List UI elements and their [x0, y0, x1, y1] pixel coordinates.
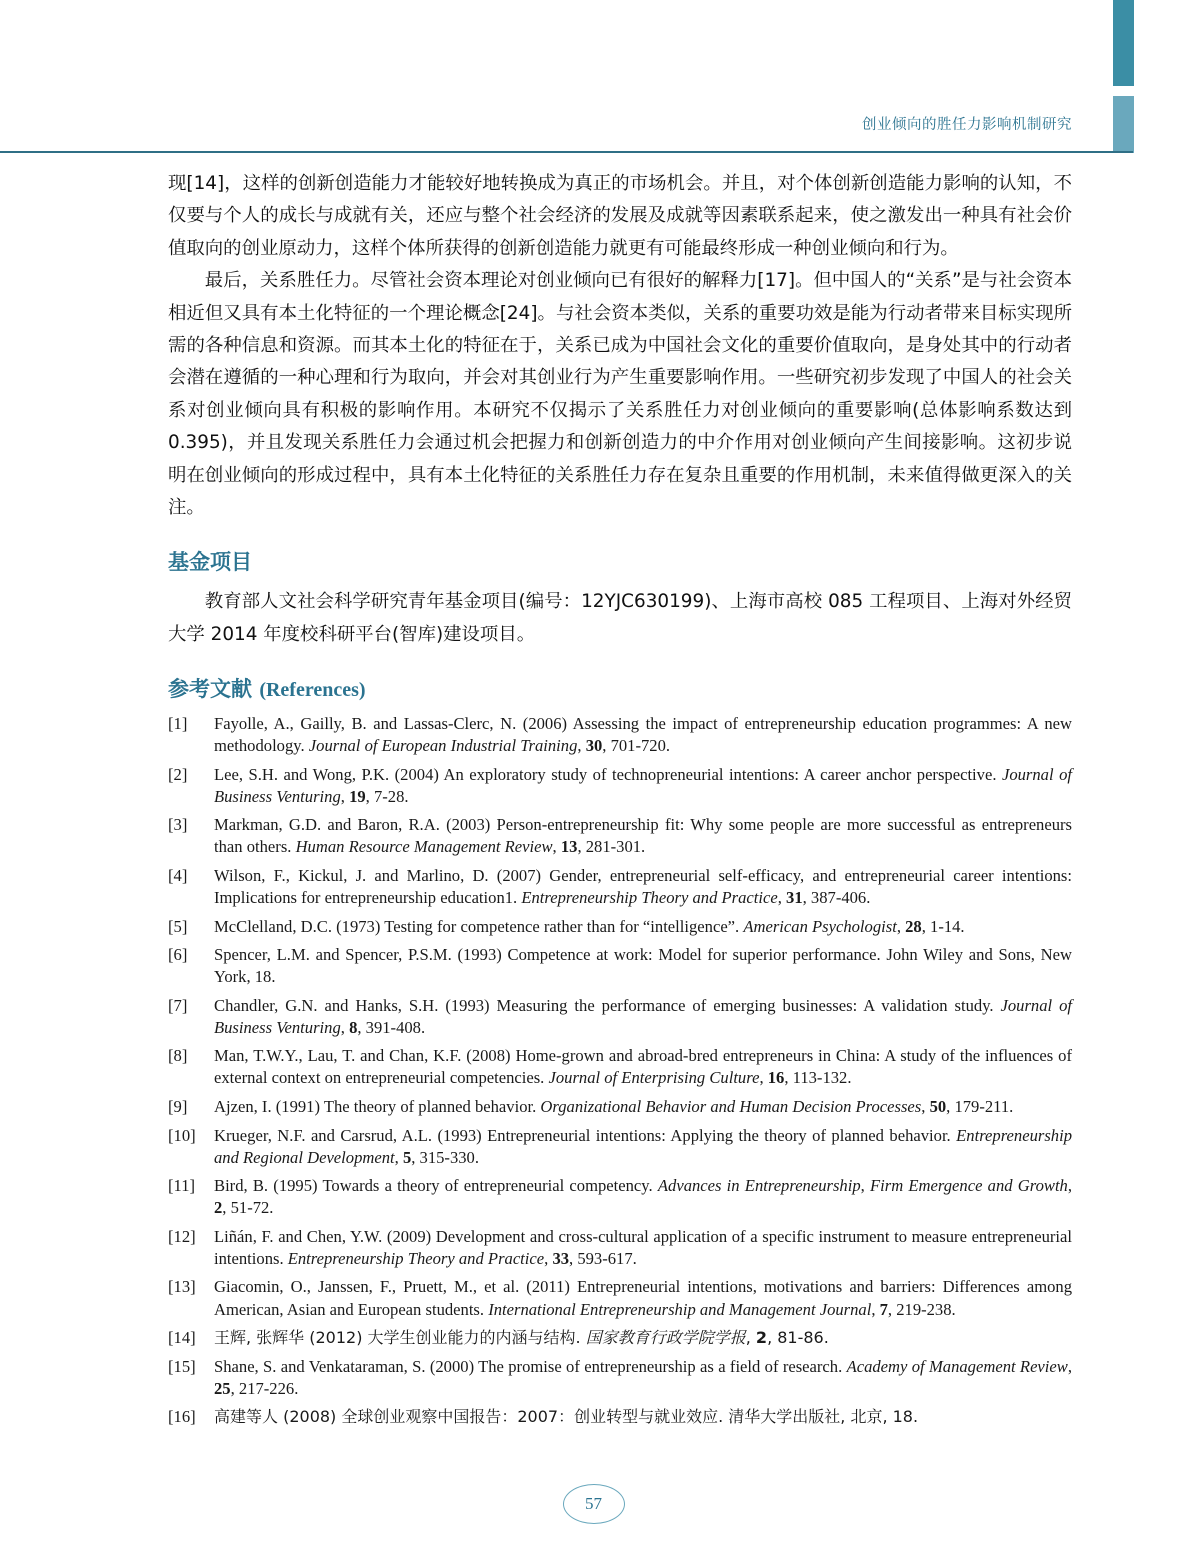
reference-text: McClelland, D.C. (1973) Testing for competence rather than for “intelligence”. American Psychologist, 28, 1-14.: [214, 916, 965, 936]
reference-text: Chandler, G.N. and Hanks, S.H. (1993) Measuring the performance of emerging businesses: A validation study. Journal of Business Venturing, 8, 391-408.: [214, 995, 1072, 1037]
reference-item: [168, 713, 1072, 757]
reference-item: [168, 1356, 1072, 1400]
reference-text: 高建等人 (2008) 全球创业观察中国报告：2007：创业转型与就业效应. 清华大学出版社, 北京, 18.: [214, 1407, 919, 1427]
reference-text: Man, T.W.Y., Lau, T. and Chan, K.F. (2008) Home-grown and abroad-bred entrepreneurs in China: A study of the influences of external context on entrepreneurial competencies. Journal of Enterprising Culture, 16, 113-132.: [214, 1046, 1072, 1088]
header-rule: [0, 151, 1133, 153]
page-number: 57: [563, 1484, 625, 1524]
reference-number: [1]: [168, 714, 188, 734]
reference-list: [168, 713, 1072, 1428]
reference-number: [11]: [168, 1176, 196, 1196]
reference-number: [5]: [168, 916, 188, 936]
reference-item: [168, 916, 1072, 938]
reference-text: Lee, S.H. and Wong, P.K. (2004) An exploratory study of technopreneurial intentions: A career anchor perspective. Journal of Business Venturing, 19, 7-28.: [214, 764, 1072, 806]
reference-item: [168, 944, 1072, 988]
reference-text: Krueger, N.F. and Carsrud, A.L. (1993) Entrepreneurial intentions: Applying the theory of planned behavior. Entrepreneurship and Regional Development, 5, 315-330.: [214, 1125, 1072, 1167]
reference-number: [9]: [168, 1097, 188, 1117]
funding-text: 教育部人文社会科学研究青年基金项目(编号：12YJC630199)、上海市高校 085 工程项目、上海对外经贸大学 2014 年度校科研平台(智库)建设项目。: [168, 591, 1072, 645]
reference-number: [2]: [168, 764, 188, 784]
reference-item: [168, 814, 1072, 858]
reference-item: [168, 1175, 1072, 1219]
reference-text: Liñán, F. and Chen, Y.W. (2009) Development and cross-cultural application of a specific instrument to measure entrepreneurial intentions. Entrepreneurship Theory and Practice, 33, 593-617.: [214, 1226, 1072, 1268]
reference-text: Markman, G.D. and Baron, R.A. (2003) Person-entrepreneurship fit: Why some people are more successful as entrepreneurs than others. Human Resource Management Review, 13, 281-301.: [214, 815, 1072, 857]
reference-text: Wilson, F., Kickul, J. and Marlino, D. (2007) Gender, entrepreneurial self-efficacy, and entrepreneurial career intentions: Implications for entrepreneurship education1. Entrepreneurship Theory and Practice, 31, 387-406.: [214, 865, 1072, 908]
reference-item: [168, 764, 1072, 808]
reference-number: [6]: [168, 945, 188, 965]
page-content: [168, 168, 1072, 1435]
body-paragraph-2: 最后，关系胜任力。尽管社会资本理论对创业倾向已有很好的解释力[17]。但中国人的“关系”是与社会资本相近但又具有本土化特征的一个理论概念[24]。与社会资本类似，关系的重要功效是能为行动者带来目标实现所需的各种信息和资源。而其本土化的特征在于，关系已成为中国社会文化的重要价值取向，是身处其中的行动者会潜在遵循的一种心理和行为取向，并会对其创业行为产生重要影响作用。一些研究初步发现了中国人的社会关系对创业倾向具有积极的影响作用。本研究不仅揭示了关系胜任力对创业倾向的重要影响(总体影响系数达到 0.395)，并且发现关系胜任力会通过机会把握力和创新创造力的中介作用对创业倾向产生间接影响。这初步说明在创业倾向的形成过程中，具有本土化特征的关系胜任力存在复杂且重要的作用机制，未来值得做更深入的关注。: [168, 270, 1072, 518]
reference-number: [16]: [168, 1407, 196, 1427]
reference-text: Spencer, L.M. and Spencer, P.S.M. (1993) Competence at work: Model for superior performance. John Wiley and Sons, New York, 18.: [214, 945, 1072, 987]
reference-number: [13]: [168, 1277, 196, 1297]
reference-number: [8]: [168, 1046, 188, 1066]
reference-item: [168, 1096, 1072, 1118]
reference-text: Shane, S. and Venkataraman, S. (2000) The promise of entrepreneurship as a field of research. Academy of Management Review, 25, 217-226.: [214, 1356, 1073, 1398]
reference-item: [168, 1045, 1072, 1089]
reference-text: Giacomin, O., Janssen, F., Pruett, M., et al. (2011) Entrepreneurial intentions, motivations and barriers: Differences among American, Asian and European students. International Entrepreneurship and Management Journal, 7, 219-238.: [214, 1277, 1072, 1319]
header-side-tab: [1113, 96, 1134, 153]
reference-number: [15]: [168, 1356, 196, 1376]
reference-text: 王辉, 张辉华 (2012) 大学生创业能力的内涵与结构. 国家教育行政学院学报, 2, 81-86.: [214, 1328, 829, 1348]
reference-number: [4]: [168, 865, 188, 885]
funding-heading: 基金项目: [168, 550, 252, 575]
references-heading: [168, 673, 1072, 703]
reference-number: [3]: [168, 815, 188, 835]
reference-text: Ajzen, I. (1991) The theory of planned behavior. Organizational Behavior and Human Decision Processes, 50, 179-211.: [214, 1097, 1014, 1117]
reference-item: [168, 1125, 1072, 1169]
reference-item: [168, 1226, 1072, 1270]
references-heading-en: (References): [259, 679, 366, 702]
reference-number: [12]: [168, 1226, 196, 1246]
references-heading-cn: 参考文献: [168, 677, 252, 702]
reference-number: [7]: [168, 995, 188, 1015]
reference-text: Bird, B. (1995) Towards a theory of entrepreneurial competency. Advances in Entrepreneurship, Firm Emergence and Growth, 2, 51-72.: [214, 1176, 1073, 1218]
reference-number: [10]: [168, 1125, 196, 1145]
reference-item: [168, 1276, 1072, 1320]
header-corner-bar: [1113, 0, 1134, 86]
reference-item: [168, 1406, 1072, 1428]
reference-number: [14]: [168, 1328, 196, 1348]
running-header-title: 创业倾向的胜任力影响机制研究: [862, 117, 1072, 133]
reference-text: Fayolle, A., Gailly, B. and Lassas-Clerc, N. (2006) Assessing the impact of entrepreneurship education programmes: A new methodology. Journal of European Industrial Training, 30, 701-720.: [214, 714, 1072, 756]
reference-item: [168, 1327, 1072, 1349]
reference-item: [168, 865, 1072, 909]
body-paragraph-1: 现[14]，这样的创新创造能力才能较好地转换成为真正的市场机会。并且，对个体创新创造能力影响的认知，不仅要与个人的成长与成就有关，还应与整个社会经济的发展及成就等因素联系起来，使之激发出一种具有社会价值取向的创业原动力，这样个体所获得的创新创造能力就更有可能最终形成一种创业倾向和行为。: [168, 173, 1072, 259]
reference-item: [168, 995, 1072, 1039]
